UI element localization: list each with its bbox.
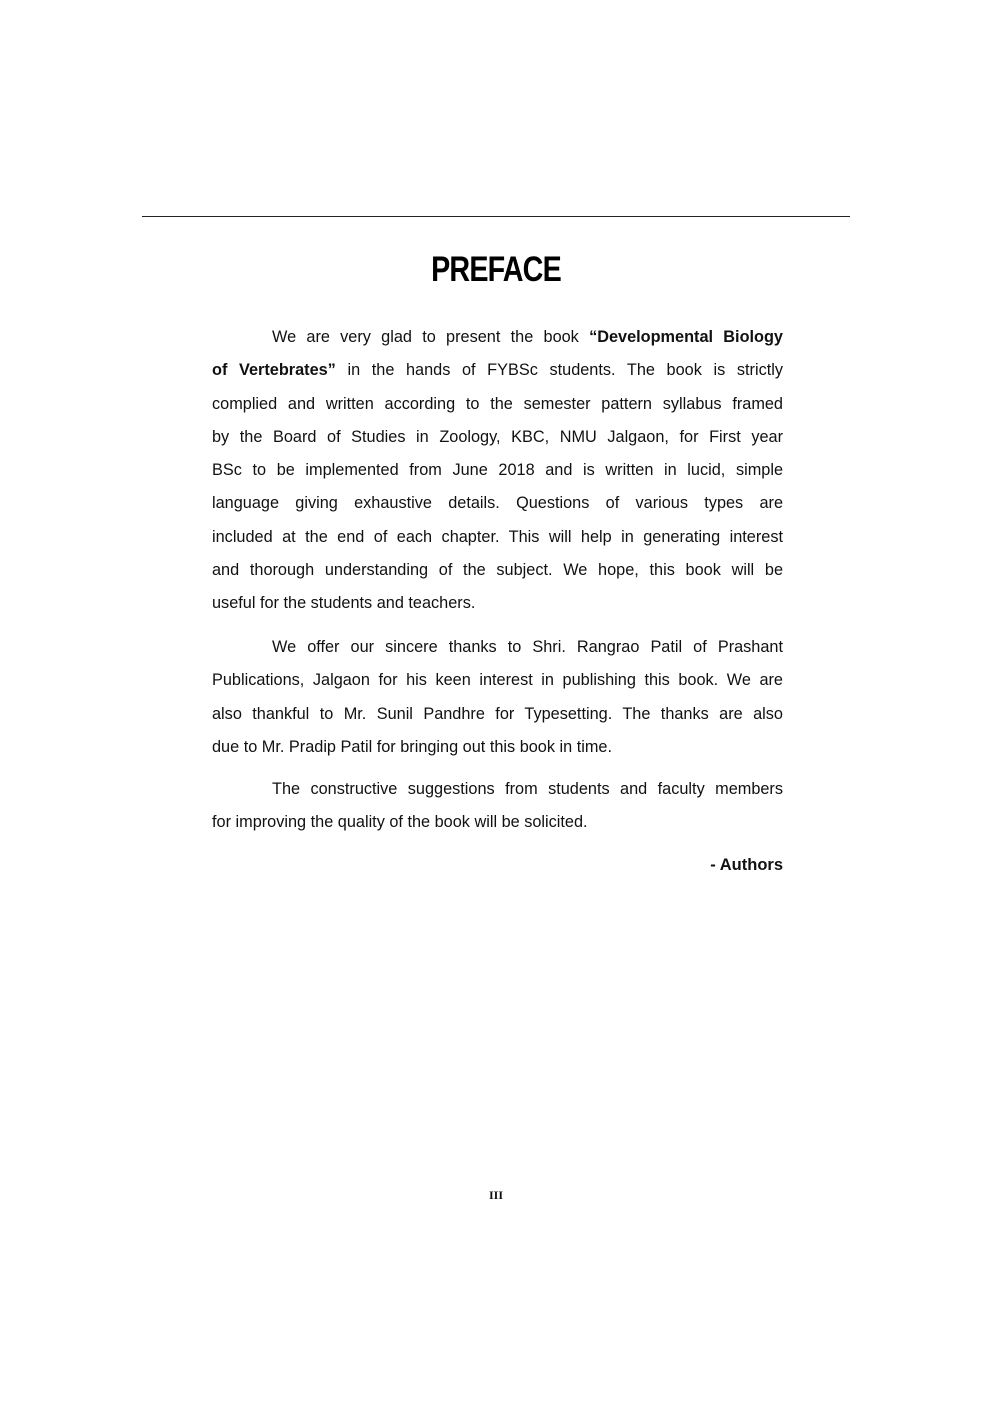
preface-paragraph-1 [212,321,783,621]
text-line: We offer our sincere thanks to Shri. Rangrao Patil of Prashant [272,638,783,656]
text-line: complied and written according to the semester pattern syllabus framed [212,394,783,413]
signature: - Authors [710,856,783,874]
text-line: BSc to be implemented from June 2018 and is written in lucid, simple [212,461,783,480]
text-line: language giving exhaustive details. Questions of various types are [212,494,783,513]
text-span: We are very glad to present the book [272,328,590,346]
page-title: PREFACE [431,250,561,289]
book-title-bold: of Vertebrates” [212,361,336,380]
text-line: also thankful to Mr. Sunil Pandhre for Typesetting. The thanks are also [212,704,783,723]
preface-paragraph-3 [212,773,783,840]
text-line: useful for the students and teachers. [212,594,476,613]
header-rule [142,216,850,217]
text-line: for improving the quality of the book will be solicited. [212,813,588,832]
text-line [212,321,783,354]
book-title-bold: “Developmental Biology [589,328,783,346]
text-line: due to Mr. Pradip Patil for bringing out this book in time. [212,737,613,756]
text-span: in the hands of FYBSc students. The book is strictly [335,361,783,380]
text-line: Publications, Jalgaon for his keen interest in publishing this book. We are [212,671,783,690]
text-line: and thorough understanding of the subject. We hope, this book will be [212,561,783,580]
text-line [212,354,783,387]
page-number: III [488,1188,503,1202]
text-line: by the Board of Studies in Zoology, KBC, NMU Jalgaon, for First year [212,427,783,446]
preface-paragraph-2 [212,631,783,764]
text-line: The constructive suggestions from students and faculty members [272,780,783,798]
text-line: included at the end of each chapter. This will help in generating interest [212,527,783,546]
